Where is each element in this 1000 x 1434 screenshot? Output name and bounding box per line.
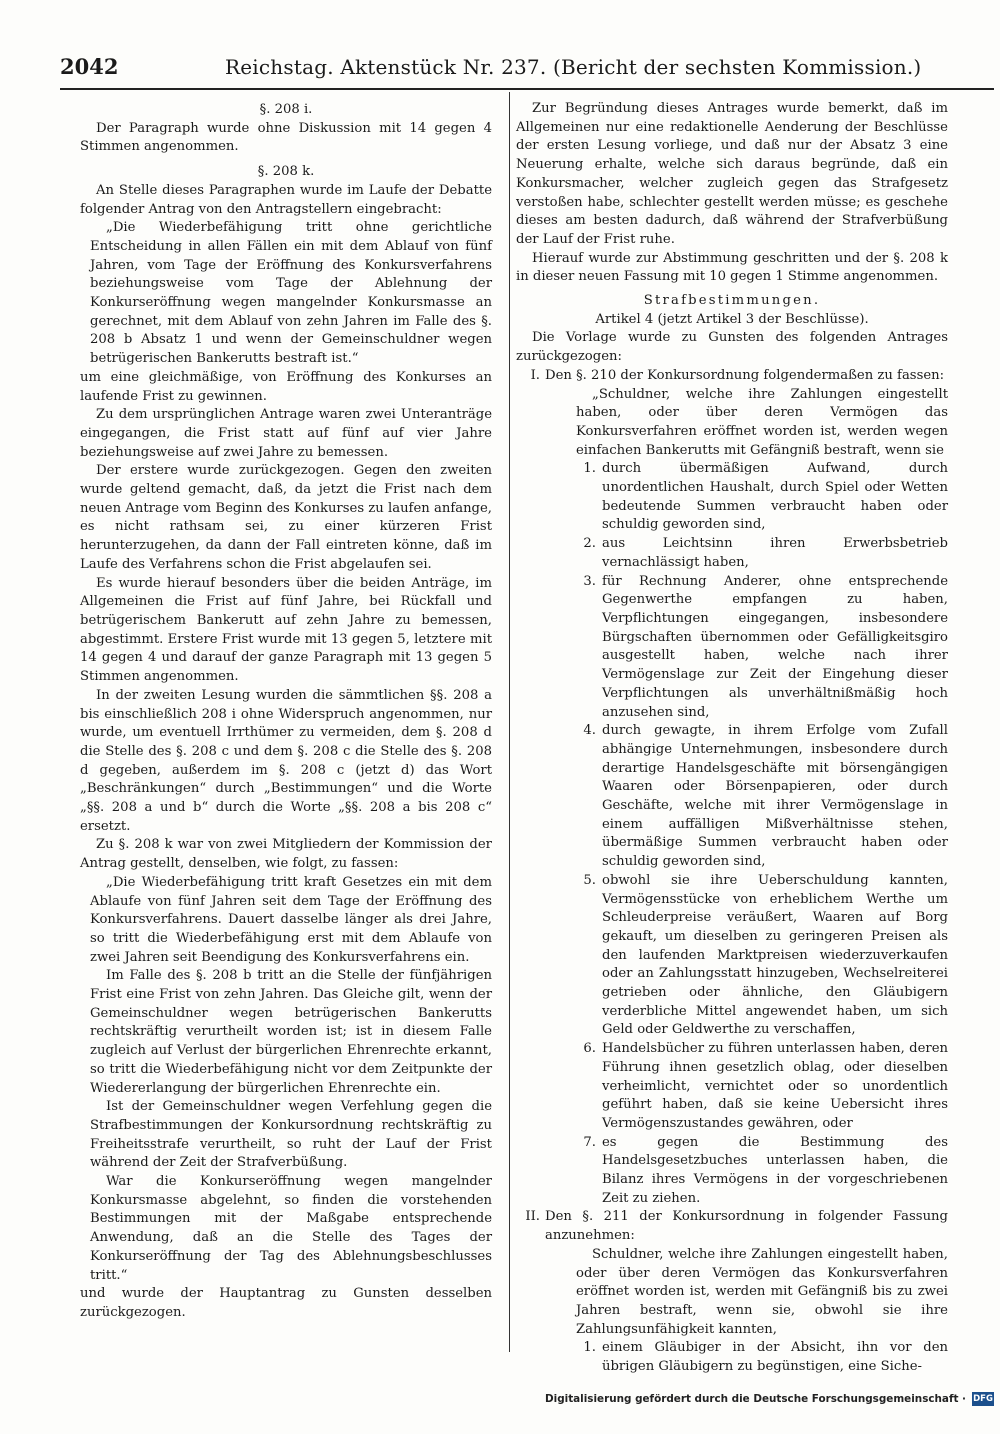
roman-item-text: Den §. 211 der Konkursordnung in folgender Fassung anzunehmen: <box>545 1209 948 1244</box>
list-item <box>576 573 948 723</box>
list-item-number: 2. <box>583 536 596 552</box>
section-heading-208i: §. 208 i. <box>259 102 313 117</box>
right-column <box>516 100 948 1377</box>
paragraph: In der zweiten Lesung wurden die sämmtlichen §§. 208 a bis einschließlich 208 i ohne Widerspruch angenommen, nur wurde, um eventuell Irrthümer zu vermeiden, dem §. 208 d die Stelle des §. 208 c und dem §. 208 c die Stelle des §. 208 d gegeben, außerdem im §. 208 c (jetzt d) das Wort „Beschränkungen“ durch „Bestimmungen“ und die Worte „§§. 208 a und b“ durch die Worte „§§. 208 a bis 208 c“ ersetzt. <box>80 687 492 834</box>
footer-credit <box>545 1392 994 1408</box>
numbered-list <box>516 1339 948 1376</box>
running-title: Reichstag. Aktenstück Nr. 237. (Bericht der sechsten Kommission.) <box>225 55 922 79</box>
list-item <box>576 872 948 1040</box>
dfg-logo: DFG <box>973 1394 993 1404</box>
list-item-number: 4. <box>583 723 596 739</box>
quoted-law-text: „Schuldner, welche ihre Zahlungen eingestellt haben, oder über deren Vermögen das Konkursverfahren eröffnet worden ist, werden wegen einfachen Bankerutts mit Gefängniß bestraft, wenn sie <box>576 386 948 458</box>
quoted-law-text: Schuldner, welche ihre Zahlungen eingestellt haben, oder über deren Vermögen das Konkursverfahren eröffnet worden ist, werden mit Gefängniß bis zu zwei Jahren bestraft, wenn sie, obwohl sie ihre Zahlungsunfähigkeit kannten, <box>576 1246 948 1337</box>
list-item-number: 7. <box>583 1134 596 1150</box>
column-divider <box>509 92 510 1352</box>
list-item-text: Handelsbücher zu führen unterlassen haben, deren Führung ihnen gesetzlich oblag, oder dieselben verheimlicht, vernichtet oder so unordentlich geführt haben, daß sie keine Uebersicht ihres Vermögenszustandes gewähren, oder <box>602 1041 948 1131</box>
quoted-proposal: Im Falle des §. 208 b tritt an die Stelle der fünfjährigen Frist eine Frist von zehn Jahren. Das Gleiche gilt, wenn der Gemeinschuldner wegen betrügerischen Bankerutts rechtskräftig verurtheilt worden ist; ist in diesem Falle zugleich auf Verlust der bürgerlichen Ehrenrechte erkannt, so tritt die Wiederbefähigung nicht vor dem Zeitpunkte der Wiedererlangung der bürgerlichen Ehrenrechte ein. <box>90 968 492 1096</box>
paragraph: Zur Begründung dieses Antrages wurde bemerkt, daß im Allgemeinen nur eine redaktionelle Aenderung der Beschlüsse der ersten Lesung vorliege, und daß nur der Absatz 3 eine Neuerung erhalte, welche sich daraus begründe, daß ein Konkursmacher, welcher zugleich gegen das Strafgesetz verstoßen habe, schlechter gestellt werden müsse; es geschehe dieses am besten dadurch, daß während der Strafverbüßung der Lauf der Frist ruhe. <box>516 101 948 247</box>
list-item <box>576 460 948 535</box>
paragraph: Es wurde hierauf besonders über die beiden Anträge, im Allgemeinen die Frist auf fünf Jahre, bei Rückfall und betrügerischem Bankerutt auf zehn Jahre zu bemessen, abgestimmt. Erstere Frist wurde mit 13 gegen 5, letztere mit 14 gegen 4 und darauf der ganze Paragraph mit 13 gegen 5 Stimmen angenommen. <box>80 575 492 685</box>
list-item <box>576 1339 948 1376</box>
quoted-proposal: „Die Wiederbefähigung tritt kraft Gesetzes ein mit dem Ablaufe von fünf Jahren seit dem Tage der Eröffnung des Konkursverfahrens. Dauert dasselbe länger als drei Jahre, so tritt die Wiederbefähigung erst mit dem Ablaufe von zwei Jahren seit Beendigung des Konkursverfahrens ein. <box>90 874 492 965</box>
list-item-text: für Rechnung Anderer, ohne entsprechende Gegenwerthe empfangen zu haben, Verpflichtungen eingegangen, insbesondere Bürgschaften übernommen oder Gefälligkeitsgiro ausgestellt haben, welche nach ihrer Vermögenslage zur Zeit der Eingehung dieser Verpflichtungen als unverhältnißmäßig hoch anzusehen sind, <box>602 573 948 720</box>
page-header <box>60 54 940 88</box>
paragraph: Die Vorlage wurde zu Gunsten des folgenden Antrages zurückgezogen: <box>516 330 948 365</box>
paragraph: um eine gleichmäßige, von Eröffnung des Konkurses an laufende Frist zu gewinnen. <box>80 369 492 404</box>
paragraph: und wurde der Hauptantrag zu Gunsten desselben zurückgezogen. <box>80 1286 492 1320</box>
quoted-proposal: „Die Wiederbefähigung tritt ohne gerichtliche Entscheidung in allen Fällen ein mit dem Ablauf von fünf Jahren, vom Tage der Eröffnung des Konkursverfahrens beziehungsweise vom Tage der Ablehnung der Konkurseröffnung wegen mangelnder Konkursmasse an gerechnet, mit dem Ablauf von zehn Jahren im Falle des §. 208 b Absatz 1 und wenn der Gemeinschuldner wegen betrügerischen Bankerutts bestraft ist.“ <box>90 220 492 367</box>
roman-item-1 <box>516 367 948 386</box>
roman-item-2 <box>516 1208 948 1245</box>
list-item <box>576 722 948 872</box>
section-heading-strafbestimmungen: Strafbestimmungen. <box>643 293 821 309</box>
footer-text: Digitalisierung gefördert durch die Deutsche Forschungsgemeinschaft · <box>545 1393 966 1405</box>
list-item-text: durch gewagte, in ihrem Erfolge vom Zufall abhängige Unternehmungen, insbesondere durch derartige Handelsgeschäfte mit börsengängigen Waaren oder Börsenpapieren, oder durch Geschäfte, welche mit ihrer Vermögenslage in einem auffälligen Mißverhältnisse stehen, übermäßige Summen verbraucht haben oder schuldig geworden sind, <box>602 723 948 870</box>
section-heading-208k: §. 208 k. <box>257 164 315 180</box>
list-item <box>576 1134 948 1209</box>
article-heading: Artikel 4 (jetzt Artikel 3 der Beschlüsse). <box>595 311 869 327</box>
list-item-text: es gegen die Bestimmung des Handelsgesetzbuches unterlassen haben, die Bilanz ihres Vermögens in der vorgeschriebenen Zeit zu ziehen. <box>602 1134 948 1206</box>
paragraph: Zu dem ursprünglichen Antrage waren zwei Unteranträge eingegangen, die Frist statt auf fünf auf vier Jahre beziehungsweise auf zwei Jahre zu bemessen. <box>80 407 492 460</box>
paragraph: Der erstere wurde zurückgezogen. Gegen den zweiten wurde geltend gemacht, daß, da jetzt die Frist nach dem neuen Antrage vom Beginn des Konkurses zu laufen anfange, es nicht rathsam sei, zu einer kürzeren Frist herunterzugehen, da dann der Fall eintreten könne, daß im Laufe des Verfahrens schon die Frist abgelaufen sei. <box>80 463 492 572</box>
list-item-text: durch übermäßigen Aufwand, durch unordentlichen Haushalt, durch Spiel oder Wetten bedeutende Summen verbraucht haben oder schuldig geworden sind, <box>602 461 948 533</box>
roman-item-text: Den §. 210 der Konkursordnung folgendermaßen zu fassen: <box>545 367 945 383</box>
roman-numeral: II. <box>525 1209 540 1225</box>
quoted-proposal: Ist der Gemeinschuldner wegen Verfehlung gegen die Strafbestimmungen der Konkursordnung rechtskräftig zu Freiheitsstrafe verurtheilt, so ruht der Lauf der Frist während der Zeit der Strafverbüßung. <box>90 1099 492 1171</box>
numbered-list <box>516 460 948 1208</box>
paragraph: Hierauf wurde zur Abstimmung geschritten und der §. 208 k in dieser neuen Fassung mit 10 gegen 1 Stimme angenommen. <box>516 250 948 285</box>
list-item-number: 1. <box>583 1340 596 1356</box>
page-number: 2042 <box>60 54 119 79</box>
list-item-number: 1. <box>583 461 596 477</box>
list-item-text: obwohl sie ihre Ueberschuldung kannten, Vermögensstücke von erheblichem Werthe um Schleuderpreise veräußert, Waaren auf Borg gekauft, um dieselben zu geringeren Preisen als den laufenden Marktpreisen wiederzuverkaufen oder an Zahlungsstatt hinzugeben, Wechselreiterei getrieben oder ähnliche, den Gläubigern verderbliche Mittel angewendet haben, um sich Geld oder Geldwerthe zu verschaffen, <box>602 872 948 1038</box>
list-item <box>576 1040 948 1134</box>
list-item-text: einem Gläubiger in der Absicht, ihn vor den übrigen Gläubigern zu begünstigen, eine Siche- <box>602 1340 948 1375</box>
paragraph: Zu §. 208 k war von zwei Mitgliedern der Kommission der Antrag gestellt, denselben, wie folgt, zu fassen: <box>80 837 492 872</box>
paragraph: An Stelle dieses Paragraphen wurde im Laufe der Debatte folgender Antrag von den Antragstellern eingebracht: <box>80 182 492 217</box>
quoted-proposal: War die Konkurseröffnung wegen mangelnder Konkursmasse abgelehnt, so finden die vorstehenden Bestimmungen mit der Maßgabe entsprechende Anwendung, daß an die Stelle des Tages der Konkurseröffnung der Tag des Ablehnungsbeschlusses tritt.“ <box>90 1174 492 1283</box>
left-column <box>80 100 492 1323</box>
list-item <box>576 535 948 572</box>
list-item-number: 6. <box>583 1041 596 1057</box>
list-item-text: aus Leichtsinn ihren Erwerbsbetrieb vernachlässigt haben, <box>602 536 948 570</box>
roman-numeral: I. <box>530 367 540 383</box>
paragraph: Der Paragraph wurde ohne Diskussion mit 14 gegen 4 Stimmen angenommen. <box>80 120 492 155</box>
list-item-number: 3. <box>583 573 596 589</box>
header-rule <box>60 88 994 90</box>
list-item-number: 5. <box>583 872 596 888</box>
